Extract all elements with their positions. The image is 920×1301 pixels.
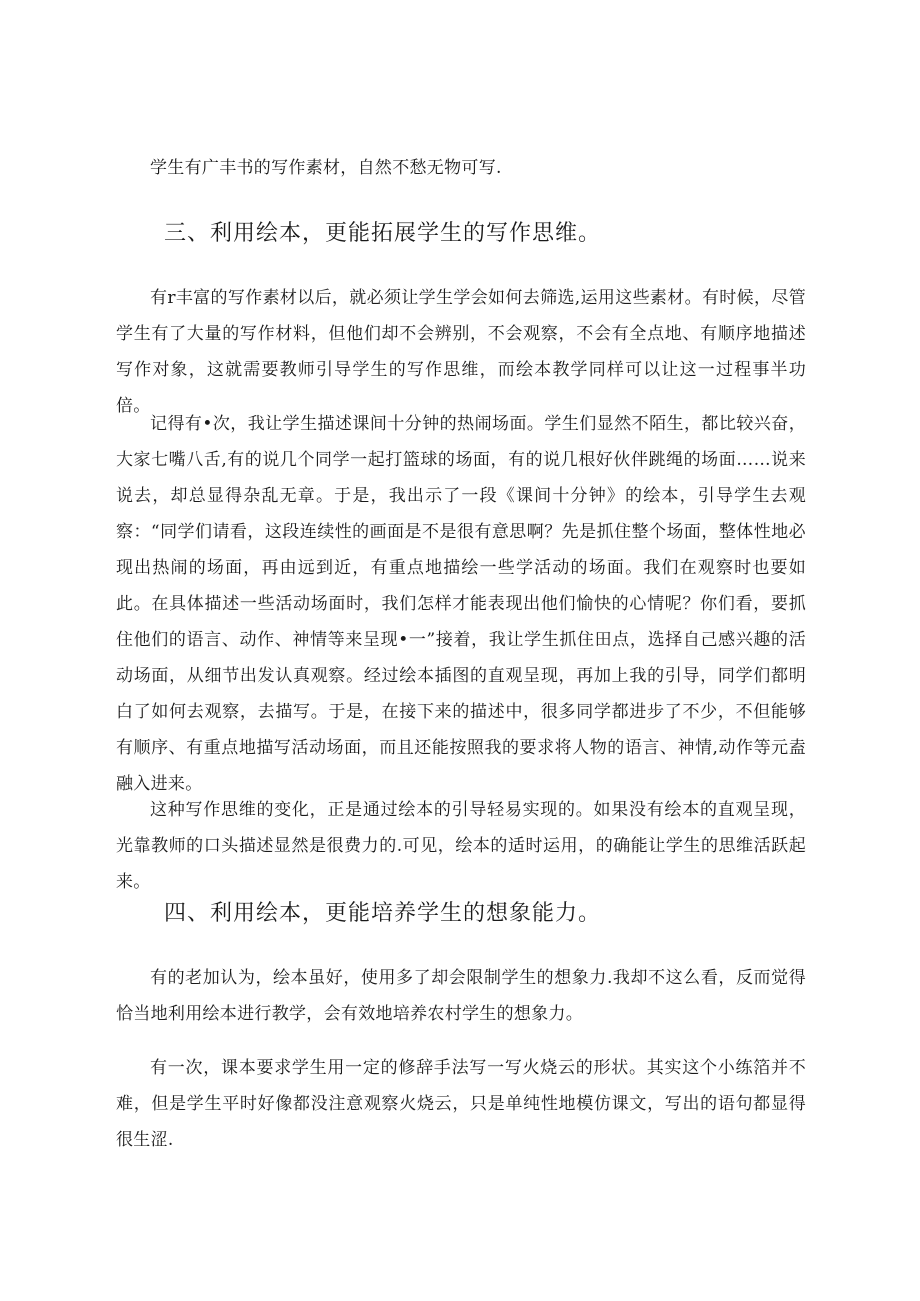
paragraph-material-conclusion: 学生有广丰书的写作素材，自然不愁无物可写.	[150, 158, 502, 178]
paragraph-writing-thinking: 有r丰富的写作素材以后，就必须让学生学会如何去筛选,运用这些素材。有时候，尽管学生有了大量的写作材料，但他们却不会辨别，不会观察，不会有全点地、有顺序地描述写作对象，这就需要教师引导学生的写作思维，而绘本教学同样可以让这一过程事半功倍。	[116, 288, 806, 416]
section-heading-four: 四、利用绘本，更能培养学生的想象能力。	[164, 901, 602, 926]
paragraph-sunset-clouds: 有一次，课本要求学生用一定的修辞手法写一写火烧云的形状。其实这个小练箔并不难，但是学生平时好像都没注意观察火烧云，只是单纯性地模仿课文，写出的语句都显得很生涩.	[116, 1058, 806, 1150]
paragraph-recess-example: 记得有•次，我让学生描述课间十分钟的热闹场面。学生们显然不陌生，都比较兴奋，大家七嘴八舌,有的说几个同学一起打篮球的场面，有的说几根好伙伴跳绳的场面……说来说去，却总显得杂乱无章。于是，我出示了一段《课间十分钟》的绘本，引导学生去观察：“同学们请看，这段连续性的画面是不是很有意思啊？先是抓住整个场面，整体性地必现出热闹的场面，再由远到近，有重点地描绘一些学活动的场面。我们在观察时也要如此。在具体描述一些活动场面时，我们怎样才能表现出他们愉快的心情呢？你们看，要抓住他们的语言、动作、神情等来呈现•一”接着，我让学生抓住田点，选择自己感兴趣的活动场面，从细节出发认真观察。经过绘本插图的直观呈现，再加上我的引导，同学们都明白了如何去观察，去描写。于是，在接下来的描述中，很多同学都进步了不少，不但能够有顺序、有重点地描写活动场面，而且还能按照我的要求将人物的语言、神情,动作等元盍融入进来。	[116, 414, 806, 794]
paragraph-thinking-change: 这种写作思维的变化，正是通过绘本的引导轻易实现的。如果没有绘本的直观呈现，光靠教师的口头描述显然是很费力的.可见，绘本的适时运用，的确能让学生的思维活跃起来。	[116, 800, 806, 892]
paragraph-imagination: 有的老加认为，绘本虽好，使用多了却会限制学生的想象力.我却不这么看，反而觉得恰当地利用绘本进行教学，会有效地培养农村学生的想象力。	[116, 968, 806, 1024]
section-heading-three: 三、利用绘本，更能拓展学生的写作思维。	[164, 221, 602, 246]
